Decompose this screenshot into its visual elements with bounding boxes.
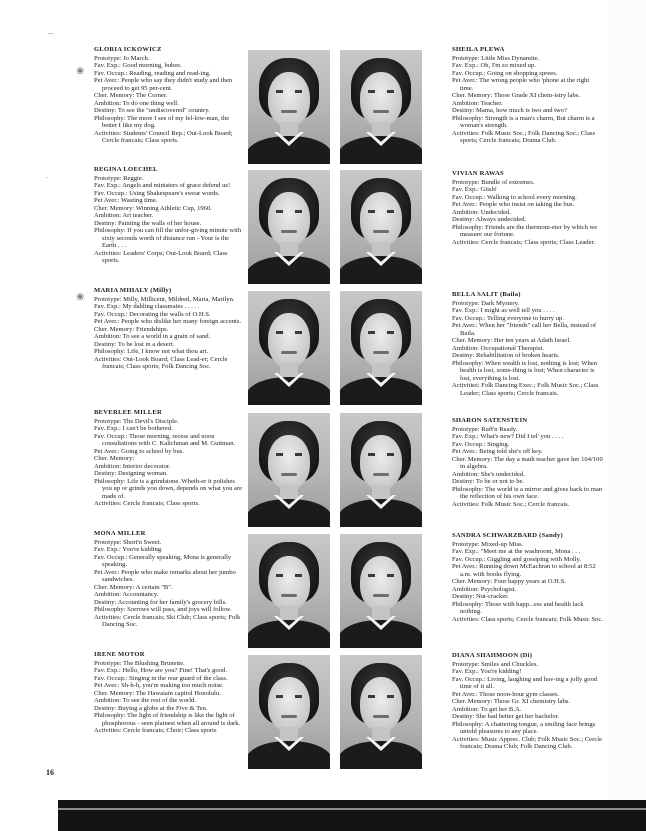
bio-line: Fav. Occup.: Reading, reading and read-ing.	[94, 69, 211, 77]
bio-line: Philosophy: Sorrows will pass, and joys will follow.	[94, 606, 232, 613]
bio-line: Fav. Exp.: What's new? Did I tel' you . . . .	[452, 433, 564, 440]
portrait-photo	[340, 534, 422, 648]
bio-line: Philosophy: A chattering tongue, a smiling face brings untold pleasures to any place.	[452, 720, 596, 735]
bio-line: Ambition: She's undecided.	[452, 470, 525, 478]
bio-line: Fav. Occup.: Singing in the rear guard of the class.	[94, 674, 228, 682]
student-name: VIVIAN RAWAS	[452, 170, 504, 177]
bio-line: Philosophy: The light of friendship is like the light of phosphorous - seen plainest when all around is dark.	[94, 712, 241, 727]
bio-line: Cher. Memory: Winning Athletic Cup, 1960.	[94, 204, 212, 212]
bio-line: Ambition: To see a world in a grain of sand.	[94, 333, 211, 340]
bio-line: Philosophy: When wealth is lost, nothing is lost; When health is lost, some-thing is lost; When character is lost, everything is lost.	[452, 359, 598, 382]
bio-line: Ambition: To do one thing well.	[94, 99, 179, 107]
portrait-photo	[340, 170, 422, 284]
student-name: SHEILA PLEWA	[452, 46, 505, 53]
bio-line: Philosophy: Those with happ...ess and health lack nothing.	[452, 600, 584, 615]
bio-line: Activities: Cercle francais; Ski Club; Class sports; Folk Dancing Soc.	[94, 613, 241, 628]
bio-line: Destiny: Painting the walls of her house.	[94, 219, 202, 227]
bio-line: Destiny: To see the "undiscovered" country.	[94, 107, 210, 114]
bio-line: Prototype: Milly, Millicent, Mildred, Maria, Marilyn.	[94, 295, 235, 303]
bio-line: Pet Aver.: Wasting time.	[94, 197, 158, 204]
margin-speck: ❀	[76, 292, 85, 303]
bio-line: Fav. Exp.: "Meet me at the washroom, Mona . . .	[452, 548, 581, 555]
page-edge-shadow	[608, 0, 646, 831]
bio-line: Destiny: To be or not to be.	[452, 478, 525, 485]
student-name: IRENE MOTOR	[94, 651, 145, 658]
bio-line: Destiny: Rehabilitation of broken hearts.	[452, 352, 560, 359]
bio-line: Destiny: Nut-cracker.	[452, 593, 509, 600]
student-name: BEVERLEE MILLER	[94, 409, 163, 416]
bio-line: Activities: Students' Council Rep.; Out-Look Board; Cercle francais; Class sports.	[94, 129, 233, 144]
portrait-photo	[340, 413, 422, 527]
student-name: BELLA SALIT (Baila)	[452, 291, 521, 298]
bio-line: Pet Aver.: People who say they didn't study and then proceed to get 95 per-cent.	[94, 77, 233, 92]
bio-line: Cher. Memory: The Hawaiain capitol Honolulu.	[94, 689, 221, 697]
bio-line: Philosophy: Life, I know not what thou art.	[94, 348, 209, 355]
bio-line: Destiny: To be lost in a desert.	[94, 340, 175, 348]
bio-line: Prototype: Reggie.	[94, 174, 144, 182]
bio-line: Pet Aver.: Running down McEachran to school at 8:52 a.m. with books flying.	[452, 563, 596, 578]
bio-line: Ambition: To see the rest of the world.	[94, 697, 196, 704]
bio-line: Pet Aver.: Being told she's off key.	[452, 448, 543, 455]
student-name: MONA MILLER	[94, 530, 146, 537]
bio-line: Fav. Exp.: My dahling classmates . . . . .	[94, 303, 200, 310]
bio-line: Fav. Exp.: Hello, How are you? Fine! That's good.	[94, 667, 227, 674]
bio-line: Activities: Cercle francais; Choir; Class sports	[94, 727, 217, 734]
portrait-photo	[248, 291, 330, 405]
portrait-photo	[340, 655, 422, 769]
bio-line: Prototype: The Blushing Brunette.	[94, 659, 185, 667]
margin-speck: ·	[46, 174, 49, 182]
bio-line: Destiny: She had better get her bachelor.	[452, 713, 560, 720]
bio-line: Fav. Exp.: Giish!	[452, 186, 497, 193]
bio-line: Pet Aver.: People who insist on taking the bus.	[452, 201, 575, 208]
student-name: DIANA SHAHMOON (Di)	[452, 652, 533, 659]
student-name: MARIA MIHALY (Milly)	[94, 287, 172, 294]
bio-line: Activities: Folk Music Soc.; Folk Dancing Soc.; Class sports; Cercle francais; Drama Club.	[452, 129, 596, 144]
bio-line: Destiny: Designing woman.	[94, 470, 168, 477]
bio-line: Ambition: Undecided.	[452, 208, 511, 216]
bio-line: Fav. Exp.: You're kidding!	[452, 668, 522, 675]
bio-line: Prototype: Smiles and Chuckles.	[452, 660, 539, 668]
bio-line: Destiny: Buying a globe at the Five & Ten.	[94, 704, 208, 712]
bio-line: Destiny: Accounting for her family's grocery bills.	[94, 598, 227, 606]
bio-left-6	[94, 651, 244, 735]
bio-line: Destiny: Always undecided.	[452, 216, 527, 223]
bio-right-5	[452, 532, 604, 623]
bio-line: Fav. Occup.: Living, laughing and hav-ing a jolly good time of it all.	[452, 675, 598, 690]
bio-line: Philosophy: The more I see of my fel-low-man, the better I like my dog.	[94, 114, 230, 129]
bio-line: Ambition: Art teacher.	[94, 212, 154, 219]
bio-line: Philosophy: Friends are the thermom-eter by which we measure our fortune.	[452, 223, 598, 238]
bio-line: Fav. Exp.: You're kidding.	[94, 546, 163, 553]
bio-line: Cher. Memory: Those Gr. XI chemistry labs.	[452, 698, 570, 705]
bio-line: Fav. Occup.: Those morning, recess and noon consultations with C. Kalichman and M. Guttman.	[94, 432, 236, 447]
bio-line: Pet Aver.: Going to school by bus.	[94, 447, 184, 455]
bio-line: Pet Aver.: Sh-h-h, you're making too much noise.	[94, 682, 224, 689]
bio-line: Cher. Memory: Friendships.	[94, 325, 169, 333]
portrait-photo	[248, 534, 330, 648]
bio-line: Pet Aver.: People who make remarks about her jumbo sandwiches.	[94, 568, 236, 583]
bio-line: Philosophy: Strength is a man's charm, But charm is a woman's strength.	[452, 114, 595, 129]
bio-line: Prototype: Short'n Sweet.	[94, 538, 162, 546]
bio-line: Fav. Occup.: Generally speaking, Mona is generally speaking.	[94, 553, 232, 568]
bio-line: Pet Aver.: When her "friends" call her Bella, instead of Baila.	[452, 322, 597, 337]
bio-line: Pet Aver.: Those noon-hour gym classes.	[452, 690, 560, 698]
student-name: REGINA LOECHEL	[94, 166, 158, 173]
bio-line: Fav. Occup.: Telling everyone to hurry up.	[452, 314, 564, 322]
bio-right-6	[452, 652, 604, 751]
bio-line: Cher. Memory: Those Grade XI chem-istry labs.	[452, 92, 581, 99]
bio-line: Activities: Out-Look Board; Class Lead-er; Cercle francais; Class sports; Folk Dancing Soc.	[94, 355, 228, 370]
bio-line: Cher. Memory: The day a math teacher gave her 104/100 in algebra.	[452, 455, 603, 470]
bio-right-1	[452, 46, 604, 145]
bio-line: Fav. Occup.: Singing.	[452, 440, 510, 448]
portrait-photo	[340, 50, 422, 164]
bio-line: Activities: Cercle francais; Class sports.	[94, 500, 200, 507]
bio-line: Fav. Exp.: Oh, I'm so mixed up.	[452, 62, 536, 69]
bio-line: Pet Aver.: People who dislike her many foreign accents.	[94, 318, 242, 325]
bio-line: Activities: Folk Dancing Exec.; Folk Music Soc.; Class Leader; Class sports; Cercle francais.	[452, 382, 599, 397]
bio-line: Ambition: Teacher.	[452, 99, 503, 107]
bio-left-1	[94, 46, 244, 145]
bio-line: Prototype: The Devil's Disciple.	[94, 417, 179, 425]
bio-line: Ambition: To get her B.A.	[452, 705, 522, 713]
bio-line: Fav. Occup.: Using Shakespeare's swear words.	[94, 189, 220, 197]
bio-line: Prototype: Bundle of extremes.	[452, 178, 535, 186]
bio-left-2	[94, 166, 244, 265]
bio-line: Destiny: Mama, how much is two and two?	[452, 107, 568, 114]
margin-speck: —	[48, 30, 54, 37]
bio-line: Cher. Memory: Four happy years at O.H.S.	[452, 578, 566, 585]
bio-line: Cher. Memory: The Corner.	[94, 92, 168, 99]
bio-line: Activities: Folk Music Soc.; Cercle francais.	[452, 500, 570, 508]
bio-right-3	[452, 291, 604, 397]
bio-line: Pet Aver.: The wrong people who 'phone at the right time.	[452, 77, 590, 92]
student-name: GLORIA ICKOWICZ	[94, 46, 162, 53]
bio-line: Philosophy: If you can fill the unfor-giving minute with sixty seconds worth of distance run - Your is the Earth . . .	[94, 227, 242, 249]
bio-left-3	[94, 287, 244, 371]
bio-line: Cher. Memory: Her ten years at Adath Israel.	[452, 337, 571, 344]
bio-line: Fav. Occup.: Going on shopping sprees.	[452, 69, 558, 77]
bio-line: Philosophy: Life is a grindstone. Wheth-er it polishes you up or grinds you down, depends on what you are made of.	[94, 477, 243, 500]
bio-line: Fav. Exp.: Good morning, bubee.	[94, 62, 182, 69]
bio-line: Cher. Memory: A certain "B".	[94, 583, 173, 591]
portrait-photo	[248, 413, 330, 527]
bio-line: Prototype: Dark Mystery.	[452, 299, 520, 307]
bio-line: Fav. Occup.: Giggling and gossiping with Molly.	[452, 555, 581, 563]
portrait-photo	[248, 50, 330, 164]
portrait-photo	[248, 655, 330, 769]
bio-line: Fav. Exp.: I might as well tell you . . . .	[452, 307, 555, 314]
margin-speck: ❀	[76, 66, 85, 77]
bio-left-5	[94, 530, 244, 629]
bio-line: Ambition: Interior decorator.	[94, 462, 171, 470]
bio-line: Fav. Exp.: I can't be bothered.	[94, 425, 173, 432]
bio-line: Ambition: Psychologist.	[452, 585, 517, 593]
bio-line: Activities: Music Apprec. Club; Folk Music Soc.; Cercle francais; Drama Club; Folk Dancing Club.	[452, 735, 602, 750]
bio-line: Fav. Occup.: Walking to school every morning.	[452, 193, 577, 201]
bio-line: Prototype: Ruff'n Ready.	[452, 425, 518, 433]
bio-line: Prototype: Jo March.	[94, 54, 150, 62]
bio-line: Fav. Exp.: Angels and ministers of grace defend us!	[94, 182, 231, 189]
bio-line: Prototype: Little Miss Dynamite.	[452, 54, 540, 62]
bio-line: Ambition: Accountancy.	[94, 591, 159, 598]
portrait-photo	[340, 291, 422, 405]
bio-right-2	[452, 170, 604, 246]
bio-line: Prototype: Mixed-up Miss.	[452, 540, 524, 548]
bio-line: Activities: Class sports; Cercle francais; Folk Music Soc.	[452, 615, 603, 623]
student-name: SANDRA SCHWARZBARD (Sandy)	[452, 532, 563, 539]
bio-line: Fav. Occup.: Decorating the walls of O.H.S.	[94, 310, 211, 318]
scan-bottom-edge	[58, 800, 646, 831]
bio-left-4	[94, 409, 244, 508]
bio-line: Cher. Memory:	[94, 455, 135, 462]
bio-line: Activities: Leaders' Corps; Out-Look Board; Class sports.	[94, 249, 228, 264]
bio-line: Philosophy: The world is a mirror and gives back to man the reflection of his own face.	[452, 485, 603, 500]
portrait-photo	[248, 170, 330, 284]
bio-line: Ambition: Occupational Therapist.	[452, 344, 544, 352]
bio-right-4	[452, 417, 604, 508]
page-number: 16	[46, 768, 54, 777]
bio-line: Activities: Cercle francais; Class sports; Class Leader.	[452, 238, 596, 246]
student-name: SHARON SATENSTEIN	[452, 417, 528, 424]
